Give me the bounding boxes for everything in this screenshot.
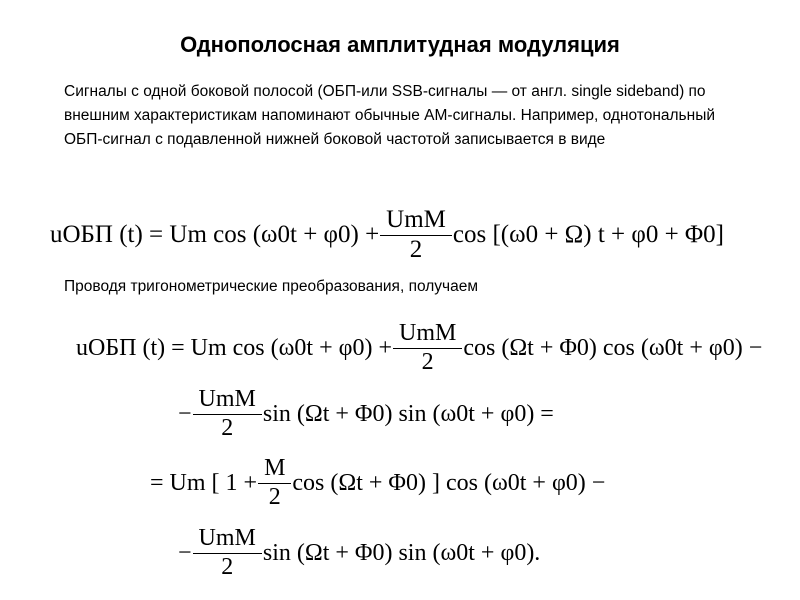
fraction-denominator: 2 bbox=[193, 414, 262, 441]
equation-ssb-signal bbox=[50, 200, 724, 270]
fraction-numerator: UmM bbox=[386, 206, 446, 234]
equation-derivation-line-3 bbox=[150, 452, 605, 514]
equation-rhs: cos (Ωt + Φ0) cos (ω0t + φ0) − bbox=[463, 334, 763, 361]
fraction bbox=[196, 526, 259, 579]
equation-lhs: uОБП (t) = Um cos (ω0t + φ0) + bbox=[50, 221, 380, 248]
fraction-denominator: 2 bbox=[380, 235, 452, 263]
fraction-numerator: UmM bbox=[399, 320, 457, 347]
intro-paragraph: Сигналы с одной боковой полосой (ОБП-или SSB-сигналы — от англ. single sideband) по внешним характеристикам напоминают обычные АМ-сигналы. Например, однотональный ОБП-сигнал с подавленной нижней боковой частотой записывается в виде bbox=[64, 83, 715, 148]
fraction-denominator: 2 bbox=[258, 483, 291, 510]
equation-derivation-line-2 bbox=[178, 384, 554, 444]
transition-text: Проводя тригонометрические преобразования, получаем bbox=[64, 278, 479, 295]
fraction-denominator: 2 bbox=[393, 348, 462, 375]
equation-rhs: cos (Ωt + Φ0) ] cos (ω0t + φ0) − bbox=[292, 469, 606, 496]
equation-lhs: − bbox=[178, 539, 192, 566]
page-title: Однополосная амплитудная модуляция bbox=[180, 32, 620, 57]
fraction-numerator: UmM bbox=[198, 525, 256, 552]
equation-derivation-line-4 bbox=[178, 522, 540, 584]
fraction bbox=[383, 207, 449, 263]
equation-lhs: = Um [ 1 + bbox=[150, 469, 258, 496]
equation-lhs: uОБП (t) = Um cos (ω0t + φ0) + bbox=[76, 334, 392, 361]
equation-derivation-line-1 bbox=[76, 316, 762, 380]
equation-lhs: − bbox=[178, 400, 192, 427]
fraction bbox=[196, 387, 259, 440]
equation-rhs: cos [(ω0 + Ω) t + φ0 + Φ0] bbox=[452, 221, 725, 248]
fraction bbox=[261, 456, 288, 509]
equation-rhs: sin (Ωt + Φ0) sin (ω0t + φ0) = bbox=[262, 400, 554, 427]
fraction-numerator: M bbox=[264, 455, 286, 482]
fraction bbox=[396, 321, 459, 374]
fraction-denominator: 2 bbox=[193, 553, 262, 580]
fraction-numerator: UmM bbox=[198, 386, 256, 413]
equation-rhs: sin (Ωt + Φ0) sin (ω0t + φ0). bbox=[262, 539, 541, 566]
